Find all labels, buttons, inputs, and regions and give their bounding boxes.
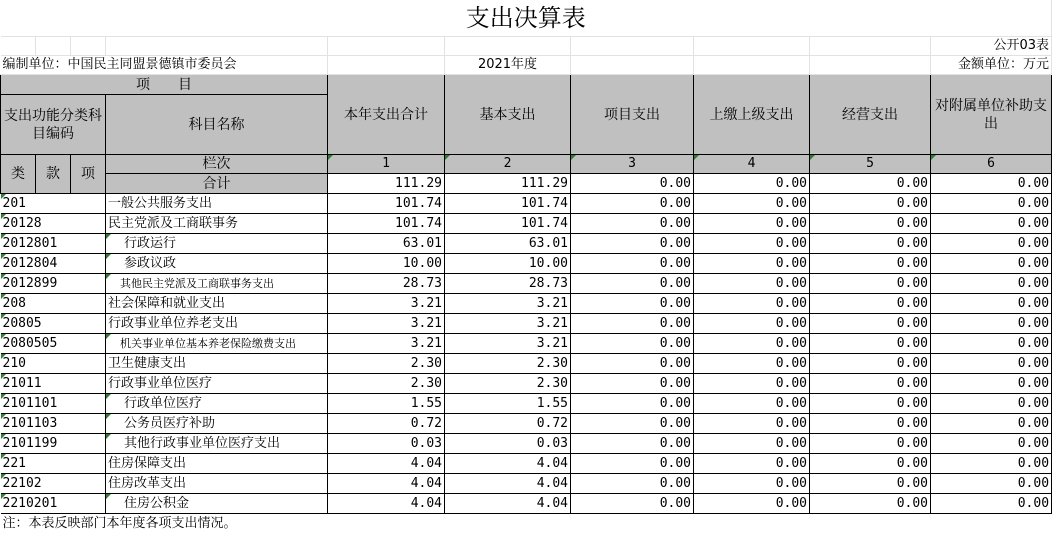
amount-cell: 0.00 [810, 334, 931, 354]
amount-cell: 0.00 [810, 354, 931, 374]
amount-cell: 0.00 [931, 474, 1052, 494]
amount-cell: 3.21 [328, 314, 445, 334]
subject-code: 2012804 [1, 254, 106, 274]
subject-code: 2012801 [1, 234, 106, 254]
subject-name: 住房保障支出 [106, 454, 328, 474]
subject-code: 20128 [1, 214, 106, 234]
subject-code: 22102 [1, 474, 106, 494]
amount-cell: 0.00 [931, 414, 1052, 434]
table-row [1, 214, 1052, 234]
amount-cell: 0.00 [694, 414, 810, 434]
amount-cell: 0.00 [931, 454, 1052, 474]
total-row [1, 174, 1052, 194]
table-row [1, 334, 1052, 354]
table-row [1, 494, 1052, 514]
subject-name: 一般公共服务支出 [106, 194, 328, 214]
col-number: 1 [328, 155, 445, 174]
amount-cell: 0.00 [810, 374, 931, 394]
table-row [1, 454, 1052, 474]
amount-cell: 0.00 [810, 454, 931, 474]
amount-cell: 0.00 [571, 214, 694, 234]
amount-cell: 101.74 [328, 214, 445, 234]
amount-cell: 28.73 [445, 274, 571, 294]
amount-cell: 0.00 [571, 334, 694, 354]
subject-name: 机关事业单位基本养老保险缴费支出 [106, 334, 328, 354]
amount-cell: 3.21 [445, 314, 571, 334]
table-note: 注：本表反映部门本年度各项支出情况。 [2, 516, 237, 531]
col-header-total: 本年支出合计 [328, 75, 445, 155]
amount-cell: 0.00 [810, 474, 931, 494]
table-row [1, 474, 1052, 494]
amount-cell: 0.00 [694, 354, 810, 374]
amount-cell: 0.00 [810, 414, 931, 434]
table-row [1, 314, 1052, 334]
amount-cell: 101.74 [445, 214, 571, 234]
amount-cell: 0.00 [810, 394, 931, 414]
table-row [1, 414, 1052, 434]
subject-code: 221 [1, 454, 106, 474]
amount-cell: 1.55 [445, 394, 571, 414]
total-value: 0.00 [931, 174, 1052, 194]
amount-cell: 0.00 [571, 314, 694, 334]
amount-cell: 3.21 [445, 294, 571, 314]
subject-code: 210 [1, 354, 106, 374]
total-value: 111.29 [328, 174, 445, 194]
amount-cell: 0.00 [931, 434, 1052, 454]
subject-name: 卫生健康支出 [106, 354, 328, 374]
form-code: 公开03表 [931, 37, 1052, 56]
total-value: 0.00 [810, 174, 931, 194]
total-value: 0.00 [694, 174, 810, 194]
amount-cell: 0.00 [571, 374, 694, 394]
amount-cell: 0.00 [931, 214, 1052, 234]
amount-cell: 28.73 [328, 274, 445, 294]
subject-name: 其他民主党派及工商联事务支出 [106, 274, 328, 294]
amount-cell: 0.00 [694, 314, 810, 334]
amount-cell: 0.00 [571, 354, 694, 374]
col-index-label: 栏次 [106, 155, 328, 174]
amount-cell: 0.00 [694, 234, 810, 254]
amount-cell: 0.00 [931, 274, 1052, 294]
col-number: 2 [445, 155, 571, 174]
col-header-project: 项目支出 [571, 75, 694, 155]
amount-cell: 4.04 [445, 494, 571, 514]
amount-cell: 63.01 [328, 234, 445, 254]
table-row [1, 254, 1052, 274]
amount-unit: 金额单位：万元 [931, 56, 1052, 75]
amount-cell: 0.00 [694, 474, 810, 494]
col-number: 6 [931, 155, 1052, 174]
amount-cell: 0.00 [931, 334, 1052, 354]
amount-cell: 0.00 [571, 294, 694, 314]
amount-cell: 2.30 [445, 374, 571, 394]
amount-cell: 0.00 [694, 254, 810, 274]
amount-cell: 0.00 [571, 234, 694, 254]
amount-cell: 1.55 [328, 394, 445, 414]
amount-cell: 4.04 [445, 454, 571, 474]
amount-cell: 0.00 [694, 194, 810, 214]
amount-cell: 0.03 [445, 434, 571, 454]
subject-name: 其他行政事业单位医疗支出 [106, 434, 328, 454]
subject-name: 行政单位医疗 [106, 394, 328, 414]
amount-cell: 0.00 [571, 274, 694, 294]
xiang-header: 项 [71, 155, 106, 194]
subject-name: 行政事业单位养老支出 [106, 314, 328, 334]
compiling-unit: 编制单位：中国民主同盟景德镇市委员会 [1, 56, 328, 75]
amount-cell: 0.00 [571, 434, 694, 454]
subject-name: 住房公积金 [106, 494, 328, 514]
table-row [1, 394, 1052, 414]
subject-name: 民主党派及工商联事务 [106, 214, 328, 234]
amount-cell: 3.21 [328, 294, 445, 314]
subject-name: 公务员医疗补助 [106, 414, 328, 434]
amount-cell: 0.00 [810, 274, 931, 294]
amount-cell: 0.00 [931, 354, 1052, 374]
amount-cell: 101.74 [328, 194, 445, 214]
amount-cell: 0.00 [931, 194, 1052, 214]
col-number: 4 [694, 155, 810, 174]
amount-cell: 0.00 [810, 214, 931, 234]
col-header-remit: 上缴上级支出 [694, 75, 810, 155]
amount-cell: 4.04 [445, 474, 571, 494]
amount-cell: 0.00 [810, 254, 931, 274]
lei-header: 类 [1, 155, 36, 194]
total-value: 0.00 [571, 174, 694, 194]
amount-cell: 0.00 [694, 334, 810, 354]
subject-name: 行政运行 [106, 234, 328, 254]
amount-cell: 0.00 [931, 374, 1052, 394]
amount-cell: 2.30 [328, 354, 445, 374]
amount-cell: 4.04 [328, 494, 445, 514]
subject-code: 2080505 [1, 334, 106, 354]
subject-code: 20805 [1, 314, 106, 334]
amount-cell: 0.00 [810, 494, 931, 514]
amount-cell: 3.21 [445, 334, 571, 354]
amount-cell: 10.00 [328, 254, 445, 274]
subject-code: 2101103 [1, 414, 106, 434]
amount-cell: 0.00 [931, 494, 1052, 514]
amount-cell: 2.30 [328, 374, 445, 394]
amount-cell: 0.00 [694, 454, 810, 474]
amount-cell: 0.00 [931, 394, 1052, 414]
amount-cell: 0.00 [571, 454, 694, 474]
func-code-header: 支出功能分类科目编码 [1, 95, 106, 155]
amount-cell: 0.00 [810, 314, 931, 334]
amount-cell: 2.30 [445, 354, 571, 374]
table-row [1, 374, 1052, 394]
amount-cell: 0.00 [694, 294, 810, 314]
amount-cell: 0.00 [931, 314, 1052, 334]
table-row [1, 234, 1052, 254]
amount-cell: 0.00 [694, 434, 810, 454]
amount-cell: 0.00 [810, 434, 931, 454]
amount-cell: 0.00 [694, 274, 810, 294]
item-group-header: 项 目 [1, 75, 328, 95]
amount-cell: 0.00 [694, 494, 810, 514]
amount-cell: 0.03 [328, 434, 445, 454]
amount-cell: 0.00 [571, 494, 694, 514]
col-number: 5 [810, 155, 931, 174]
amount-cell: 0.00 [694, 394, 810, 414]
amount-cell: 0.00 [694, 214, 810, 234]
table-row [1, 294, 1052, 314]
amount-cell: 0.00 [571, 194, 694, 214]
subject-code: 2012899 [1, 274, 106, 294]
amount-cell: 0.00 [931, 294, 1052, 314]
subject-code: 2101101 [1, 394, 106, 414]
amount-cell: 101.74 [445, 194, 571, 214]
subject-name-header: 科目名称 [106, 95, 328, 155]
amount-cell: 0.72 [445, 414, 571, 434]
col-header-subsidy: 对附属单位补助支出 [931, 75, 1052, 155]
amount-cell: 4.04 [328, 474, 445, 494]
subject-code: 208 [1, 294, 106, 314]
amount-cell: 0.00 [810, 234, 931, 254]
subject-code: 21011 [1, 374, 106, 394]
table-row [1, 354, 1052, 374]
amount-cell: 0.00 [571, 394, 694, 414]
subject-name: 社会保障和就业支出 [106, 294, 328, 314]
subject-code: 201 [1, 194, 106, 214]
subject-code: 2210201 [1, 494, 106, 514]
kuan-header: 款 [36, 155, 71, 194]
subject-name: 参政议政 [106, 254, 328, 274]
amount-cell: 0.72 [328, 414, 445, 434]
col-header-basic: 基本支出 [445, 75, 571, 155]
amount-cell: 0.00 [810, 194, 931, 214]
subject-code: 2101199 [1, 434, 106, 454]
amount-cell: 0.00 [810, 294, 931, 314]
amount-cell: 10.00 [445, 254, 571, 274]
subject-name: 住房改革支出 [106, 474, 328, 494]
amount-cell: 0.00 [571, 254, 694, 274]
page-title: 支出决算表 [1, 0, 1052, 37]
amount-cell: 63.01 [445, 234, 571, 254]
total-value: 111.29 [445, 174, 571, 194]
total-label: 合计 [106, 174, 328, 194]
amount-cell: 0.00 [931, 254, 1052, 274]
table-row [1, 434, 1052, 454]
amount-cell: 0.00 [571, 414, 694, 434]
col-number: 3 [571, 155, 694, 174]
fiscal-year: 2021年度 [445, 56, 571, 75]
table-row [1, 274, 1052, 294]
amount-cell: 3.21 [328, 334, 445, 354]
subject-name: 行政事业单位医疗 [106, 374, 328, 394]
amount-cell: 0.00 [931, 234, 1052, 254]
amount-cell: 4.04 [328, 454, 445, 474]
amount-cell: 0.00 [694, 374, 810, 394]
col-header-operating: 经营支出 [810, 75, 931, 155]
table-row [1, 194, 1052, 214]
amount-cell: 0.00 [571, 474, 694, 494]
